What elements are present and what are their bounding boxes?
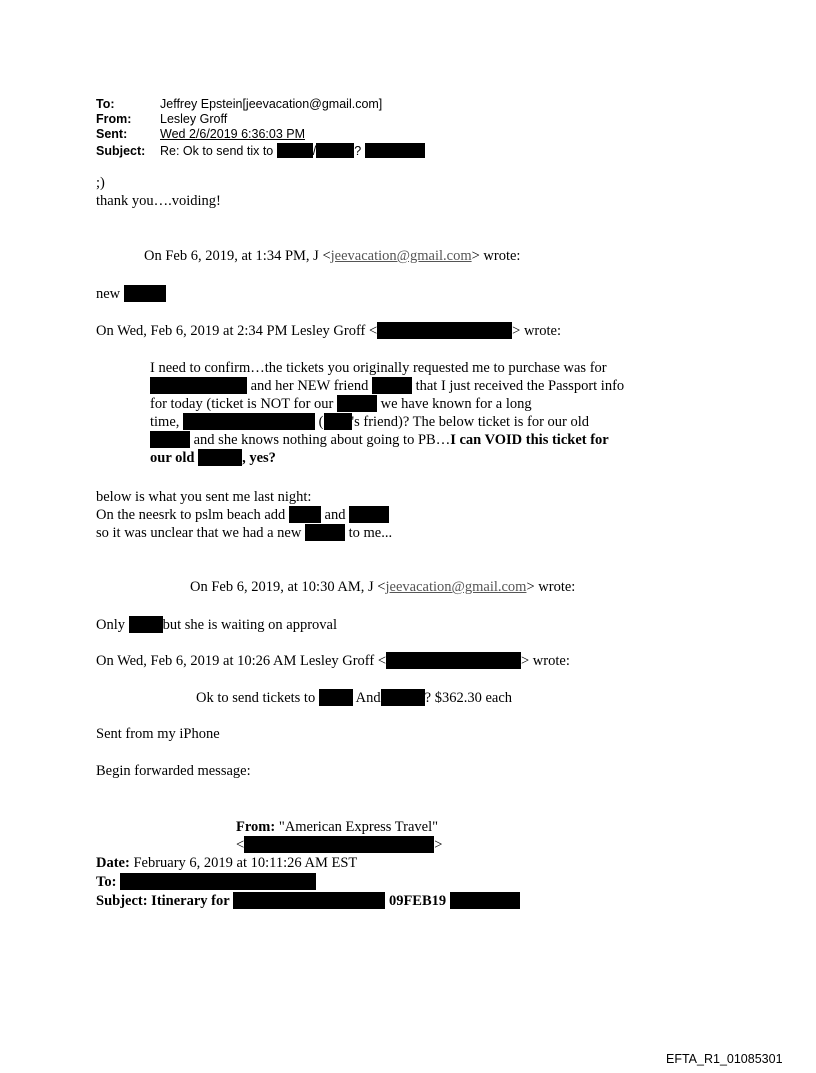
redaction [324, 413, 352, 430]
quote-prefix: On Wed, Feb 6, 2019 at 2:34 PM Lesley Groff < [96, 323, 378, 339]
below-paragraph [96, 488, 392, 542]
email-link[interactable]: jeevacation@gmail.com [330, 248, 472, 264]
to-label: To: [96, 97, 115, 111]
subject-q: ? [354, 144, 362, 158]
redaction [365, 143, 425, 158]
header-subject [96, 143, 425, 158]
fwd-from-label: From: [236, 819, 276, 835]
fwd-from [236, 819, 438, 836]
fwd-subject-date: 09FEB19 [388, 893, 447, 909]
quote-header-2 [96, 322, 561, 340]
confirm-paragraph [150, 359, 624, 467]
redaction [183, 413, 315, 430]
body-thanks: thank you….voiding! [96, 193, 221, 209]
redaction [198, 449, 242, 466]
redaction [244, 836, 434, 853]
confirm-line: for today (ticket is NOT for our we have known for a long [150, 396, 532, 412]
email-link[interactable]: jeevacation@gmail.com [385, 579, 527, 595]
redaction [377, 322, 512, 339]
quote-suffix: > wrote: [471, 248, 521, 264]
quote-suffix: > wrote: [521, 653, 570, 669]
quote-suffix: > wrote: [526, 579, 576, 595]
redaction [150, 431, 190, 448]
confirm-line: time, ( 's friend)? The below ticket is for our old [150, 414, 590, 430]
quote-prefix: On Feb 6, 2019, at 10:30 AM, J < [190, 579, 386, 595]
redaction [289, 506, 321, 523]
quote-header-4 [96, 652, 570, 670]
fwd-to [96, 873, 316, 891]
msg-new [96, 285, 166, 303]
below-line: below is what you sent me last night: [96, 489, 312, 505]
redaction [349, 506, 389, 523]
from-label: From: [96, 112, 132, 126]
redaction [337, 395, 377, 412]
redaction [150, 377, 247, 394]
msg-ok: Ok to send tickets to And ? $362.30 each [196, 690, 513, 706]
redaction [129, 616, 163, 633]
redaction [233, 892, 385, 909]
subject-label: Subject: [96, 144, 146, 158]
fwd-date-value: February 6, 2019 at 10:11:26 AM EST [133, 855, 358, 871]
fwd-subject-label: Subject: Itinerary for [96, 893, 230, 909]
redaction [386, 652, 521, 669]
redaction [381, 689, 425, 706]
fwd-from-value: "American Express Travel" [278, 819, 439, 835]
begin-forwarded: Begin forwarded message: [96, 763, 251, 779]
confirm-line: and her NEW friend that I just received the Passport info [150, 377, 624, 395]
from-value: Lesley Groff [160, 112, 228, 126]
redaction [450, 892, 520, 909]
quote-header-1 [144, 248, 520, 265]
msg-new-text: new [96, 286, 121, 302]
header-sent [96, 127, 305, 141]
fwd-to-label: To: [96, 874, 117, 890]
fwd-subject [96, 892, 520, 910]
sent-from-iphone: Sent from my iPhone [96, 726, 220, 742]
header-from [96, 112, 227, 126]
quote-prefix: On Wed, Feb 6, 2019 at 10:26 AM Lesley Groff < [96, 653, 386, 669]
quote-prefix: On Feb 6, 2019, at 1:34 PM, J < [144, 248, 331, 264]
redaction [124, 285, 166, 302]
subject-value: Re: Ok to send tix to [160, 144, 274, 158]
document-id: EFTA_R1_01085301 [666, 1052, 783, 1066]
to-value: Jeffrey Epstein[jeevacation@gmail.com] [160, 97, 383, 111]
redaction [277, 143, 313, 158]
fwd-date [96, 855, 357, 872]
confirm-line: I need to confirm…the tickets you originally requested me to purchase was for [150, 360, 607, 376]
fwd-from-email: < > [236, 837, 443, 853]
confirm-line: and she knows nothing about going to PB…I can VOID this ticket for [150, 431, 624, 449]
below-line: On the neesrk to pslm beach add and [96, 506, 392, 524]
msg-only: Only but she is waiting on approval [96, 617, 338, 633]
redaction [120, 873, 316, 890]
confirm-line: our old , yes? [150, 450, 276, 466]
redaction [319, 689, 353, 706]
sent-label: Sent: [96, 127, 128, 141]
quote-suffix: > wrote: [512, 323, 562, 339]
redaction [372, 377, 412, 394]
redaction [316, 143, 354, 158]
quote-header-3 [190, 579, 575, 596]
body-wink: ;) [96, 175, 105, 191]
redaction [305, 524, 345, 541]
below-line: so it was unclear that we had a new to me... [96, 525, 393, 541]
fwd-date-label: Date: [96, 855, 130, 871]
sent-value: Wed 2/6/2019 6:36:03 PM [160, 127, 306, 141]
subject-sep: / [312, 144, 317, 158]
header-to [96, 97, 382, 111]
